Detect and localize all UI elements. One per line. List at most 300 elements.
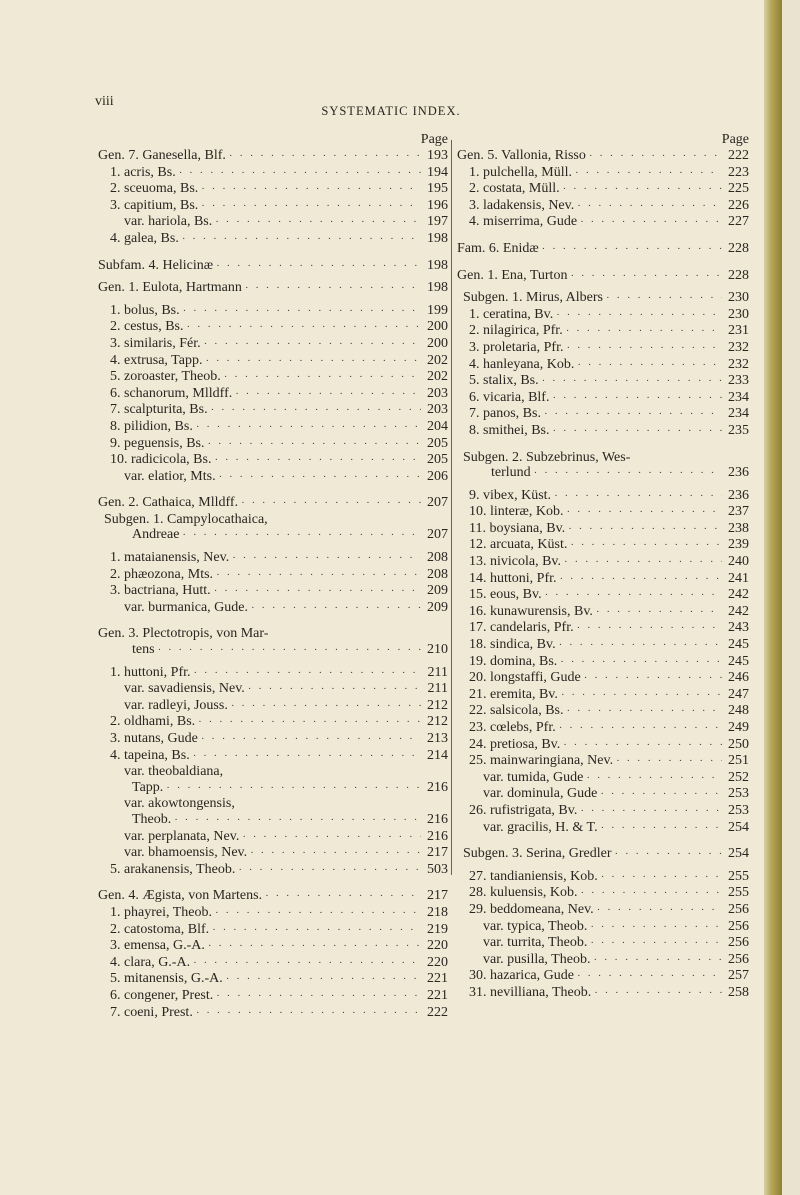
dot-leader [580, 804, 722, 820]
index-entry [457, 670, 749, 687]
dot-leader [215, 215, 421, 231]
entry-title: var. theobaldiana, [124, 764, 224, 780]
index-entry [98, 714, 448, 731]
entry-page-number: 217 [427, 888, 448, 904]
index-entry [457, 587, 749, 604]
entry-title: 10. radicicola, Bs. [110, 452, 212, 468]
index-entry [457, 604, 749, 621]
entry-title: Gen. 5. Vallonia, Risso [457, 148, 586, 163]
dot-leader [248, 682, 421, 698]
dot-leader [232, 551, 421, 567]
entry-page-number: 225 [728, 181, 749, 197]
dot-leader [179, 166, 421, 182]
dot-leader [183, 304, 421, 320]
index-entry [457, 703, 749, 720]
entry-title: Gen. 1. Ena, Turton [457, 267, 568, 283]
entry-page-number: 211 [427, 664, 448, 680]
index-entry [98, 258, 448, 275]
index-entry [457, 241, 749, 258]
entry-page-number: 207 [427, 495, 448, 511]
index-column-right [457, 132, 749, 1002]
dot-leader [559, 638, 722, 654]
entry-page-number: 222 [427, 1004, 448, 1020]
dot-leader [597, 903, 722, 919]
dot-leader [534, 466, 722, 482]
index-entry [98, 862, 448, 879]
dot-leader [615, 847, 722, 863]
index-entry [98, 148, 448, 165]
index-entry [457, 737, 749, 754]
index-entry [98, 550, 448, 567]
dot-leader [561, 688, 722, 704]
index-entry [457, 214, 749, 231]
entry-title: var. savadiensis, Nev. [124, 681, 245, 697]
entry-page-number: 200 [427, 319, 448, 335]
dot-leader [212, 923, 421, 939]
index-entry [457, 537, 749, 554]
index-entry [98, 796, 448, 812]
entry-page-number: 206 [427, 468, 448, 484]
dot-leader [187, 320, 422, 336]
dot-leader [226, 972, 421, 988]
entry-page-number: 255 [728, 885, 749, 901]
index-entry [457, 504, 749, 521]
running-header: SYSTEMATIC INDEX. [321, 104, 461, 118]
entry-title: var. gracilis, H. & T. [483, 819, 598, 835]
entry-page-number: 256 [728, 951, 749, 967]
entry-page-number: 232 [728, 356, 749, 372]
dot-leader [586, 771, 722, 787]
entry-page-number: 251 [728, 753, 749, 769]
entry-title: 4. galea, Bs. [110, 230, 179, 246]
entry-page-number: 252 [728, 769, 749, 785]
dot-leader [208, 437, 422, 453]
dot-leader [211, 403, 421, 419]
entry-title: var. radleyi, Jouss. [124, 697, 228, 713]
dot-leader [554, 489, 722, 505]
dot-leader [567, 704, 723, 720]
entry-title: 28. kuluensis, Kob. [469, 885, 578, 901]
index-entry [98, 165, 448, 182]
entry-title: Subfam. 4. Helicinæ [98, 257, 214, 273]
dot-leader [577, 621, 722, 637]
entry-page-number: 209 [427, 599, 448, 615]
index-entry [457, 820, 749, 837]
entry-title: 21. eremita, Bv. [469, 686, 558, 702]
entry-page-number: 228 [728, 267, 749, 283]
entry-title: 3. capitium, Bs. [110, 197, 199, 213]
entry-title: 27. tandianiensis, Kob. [469, 868, 598, 884]
dot-leader [589, 149, 722, 165]
entry-title: 17. candelaris, Pfr. [469, 620, 574, 636]
dot-leader [193, 956, 421, 972]
index-entry [98, 231, 448, 248]
dot-leader [216, 989, 421, 1005]
entry-page-number: 257 [728, 968, 749, 984]
entry-title: var. typica, Theob. [483, 918, 588, 934]
entry-page-number: 198 [427, 280, 448, 296]
index-column-left [98, 132, 448, 1021]
entry-title: 1. mataianensis, Nev. [110, 550, 230, 566]
entry-page-number: 258 [728, 984, 749, 1000]
index-entry [98, 922, 448, 939]
dot-leader [245, 281, 421, 297]
entry-page-number: 235 [728, 422, 749, 438]
entry-title: var. dominula, Gude [483, 786, 598, 802]
entry-page-number: 197 [427, 214, 448, 230]
entry-title: Subgen. 3. Serina, Gredler [463, 846, 612, 862]
index-entry [457, 846, 749, 863]
index-entry [98, 512, 448, 528]
entry-title: 5. arakanensis, Theob. [110, 861, 236, 877]
entry-page-number: 249 [728, 720, 749, 735]
index-entry [98, 665, 448, 682]
dot-leader [601, 821, 722, 837]
dot-leader [577, 199, 722, 215]
entry-title: var. burmanica, Gude. [124, 599, 249, 615]
entry-title: 24. pretiosa, Bv. [469, 736, 561, 752]
entry-title: var. bhamoensis, Nev. [124, 845, 248, 861]
entry-page-number: 230 [728, 306, 749, 322]
dot-leader [216, 568, 421, 584]
entry-page-number: 238 [728, 520, 749, 536]
index-entry [457, 181, 749, 198]
index-entry [457, 423, 749, 440]
page-number: viii [95, 94, 114, 109]
index-entry [457, 637, 749, 654]
index-entry [98, 938, 448, 955]
dot-leader [563, 738, 722, 754]
index-entry [98, 336, 448, 353]
entry-page-number: 222 [728, 148, 749, 163]
dot-leader [577, 358, 722, 374]
dot-leader [559, 721, 722, 737]
index-entry [457, 390, 749, 407]
entry-page-number: 236 [728, 487, 749, 503]
entry-title: 2. phæozona, Mts. [110, 566, 214, 582]
entry-title: var. hariola, Bs. [124, 214, 213, 230]
entry-title: Theob. [132, 811, 172, 827]
dot-leader [250, 846, 421, 862]
entry-page-number: 256 [728, 918, 749, 934]
entry-page-number: 216 [427, 828, 448, 844]
index-entry [457, 885, 749, 902]
dot-leader [215, 906, 421, 922]
dot-leader [214, 584, 421, 600]
entry-page-number: 205 [427, 452, 448, 468]
entry-title: 20. longstaffi, Gude [469, 670, 581, 686]
entry-title: Fam. 6. Enidæ [457, 240, 539, 256]
entry-title: tens [132, 642, 155, 658]
dot-leader [201, 732, 421, 748]
dot-leader [251, 601, 421, 617]
entry-title: 1. ceratina, Bv. [469, 306, 554, 322]
entry-title: Tapp. [132, 779, 164, 795]
index-entry [98, 583, 448, 600]
entry-page-number: 227 [728, 214, 749, 230]
dot-leader [563, 182, 722, 198]
page-column-heading: Page [721, 132, 749, 147]
dot-leader [201, 199, 421, 215]
dot-leader [580, 215, 722, 231]
index-entry [457, 465, 749, 482]
index-entry [457, 406, 749, 423]
entry-page-number: 200 [427, 335, 448, 351]
entry-page-number: 254 [728, 819, 749, 835]
entry-title: 31. nevilliana, Theob. [469, 984, 592, 1000]
dot-leader [166, 781, 421, 797]
index-entry [98, 748, 448, 765]
entry-title: 1. huttoni, Pfr. [110, 664, 191, 680]
index-entry [98, 905, 448, 922]
entry-page-number: 198 [427, 257, 448, 273]
entry-page-number: 207 [427, 527, 448, 543]
page-edge [764, 0, 782, 1195]
dot-leader [542, 242, 722, 258]
entry-page-number: 250 [728, 736, 749, 752]
entry-title: 7. scalpturita, Bs. [110, 402, 208, 418]
entry-title: Gen. 1. Eulota, Hartmann [98, 280, 242, 296]
entry-page-number: 234 [728, 389, 749, 405]
entry-page-number: 240 [728, 554, 749, 570]
dot-leader [205, 354, 421, 370]
index-entry [98, 681, 448, 698]
dot-leader [566, 341, 722, 357]
entry-title: 10. linteræ, Kob. [469, 504, 564, 520]
entry-page-number: 237 [728, 504, 749, 520]
dot-leader [552, 391, 722, 407]
dot-leader [606, 291, 722, 307]
dot-leader [208, 939, 421, 955]
entry-page-number: 230 [728, 290, 749, 306]
entry-title: var. pusilla, Theob. [483, 951, 591, 967]
dot-leader [601, 870, 722, 886]
index-entry [457, 720, 749, 737]
dot-leader [570, 538, 722, 554]
entry-title: 1. phayrei, Theob. [110, 904, 212, 920]
entry-page-number: 234 [728, 406, 749, 422]
entry-title: 7. panos, Bs. [469, 406, 541, 422]
entry-title: 23. cœlebs, Pfr. [469, 720, 556, 735]
dot-leader [590, 920, 722, 936]
entry-page-number: 208 [427, 550, 448, 566]
index-entry [98, 452, 448, 469]
entry-title: terlund [491, 465, 531, 481]
index-entry [457, 869, 749, 886]
dot-leader [193, 749, 421, 765]
index-entry [98, 353, 448, 370]
index-entry [457, 935, 749, 952]
entry-page-number: 233 [728, 373, 749, 389]
entry-page-number: 231 [728, 323, 749, 339]
entry-title: 3. proletaria, Pfr. [469, 339, 564, 355]
column-divider [451, 140, 452, 875]
entry-title: 2. catostoma, Blf. [110, 921, 210, 937]
index-entry [457, 198, 749, 215]
entry-title: 11. boysiana, Bv. [469, 520, 566, 536]
entry-title: Gen. 4. Ægista, von Martens. [98, 888, 263, 904]
entry-title: 3. bactriana, Hutt. [110, 583, 211, 599]
index-entry [457, 770, 749, 787]
dot-leader [229, 149, 421, 165]
entry-title: 29. beddomeana, Nev. [469, 901, 594, 917]
entry-title: 7. coeni, Prest. [110, 1004, 193, 1020]
entry-page-number: 198 [427, 230, 448, 246]
index-entry [98, 971, 448, 988]
dot-leader [542, 374, 722, 390]
entry-page-number: 212 [427, 714, 448, 730]
index-entry [98, 845, 448, 862]
index-entry [98, 469, 448, 486]
entry-page-number: 256 [728, 901, 749, 917]
entry-title: Subgen. 2. Subzebrinus, Wes- [463, 449, 631, 465]
entry-page-number: 253 [728, 786, 749, 802]
entry-page-number: 216 [427, 779, 448, 795]
entry-title: 22. salsicola, Bs. [469, 703, 564, 719]
entry-title: 15. eous, Bv. [469, 587, 542, 603]
entry-page-number: 241 [728, 570, 749, 586]
index-entry [98, 626, 448, 642]
entry-title: 2. cestus, Bs. [110, 319, 184, 335]
entry-title: 14. huttoni, Pfr. [469, 570, 557, 586]
dot-leader [194, 666, 421, 682]
entry-page-number: 232 [728, 339, 749, 355]
dot-leader [593, 953, 722, 969]
dot-leader [567, 505, 723, 521]
entry-title: 1. pulchella, Müll. [469, 164, 573, 180]
dot-leader [584, 671, 722, 687]
entry-title: 6. vicaria, Blf. [469, 389, 550, 405]
index-entry [457, 620, 749, 637]
index-entry [98, 812, 448, 829]
entry-page-number: 213 [427, 731, 448, 746]
entry-title: 1. acris, Bs. [110, 164, 176, 180]
entry-title: Gen. 3. Plectotropis, von Mar- [98, 626, 269, 642]
dot-leader [566, 324, 722, 340]
index-entry [98, 829, 448, 846]
dot-leader [560, 572, 722, 588]
entry-page-number: 203 [427, 385, 448, 401]
index-entry [457, 985, 749, 1002]
index-entry [457, 753, 749, 770]
index-entry [98, 600, 448, 617]
dot-leader [544, 407, 722, 423]
entry-page-number: 223 [728, 164, 749, 180]
entry-page-number: 203 [427, 402, 448, 418]
entry-page-number: 219 [427, 921, 448, 937]
entry-page-number: 196 [427, 197, 448, 213]
entry-page-number: 242 [728, 603, 749, 619]
entry-title: 19. domina, Bs. [469, 653, 558, 669]
entry-page-number: 195 [427, 181, 448, 197]
entry-page-number: 503 [427, 861, 448, 877]
entry-title: 13. nivicola, Bv. [469, 554, 562, 570]
dot-leader [201, 182, 421, 198]
dot-leader [174, 813, 421, 829]
index-entry [457, 323, 749, 340]
entry-title: 3. emensa, G.-A. [110, 938, 205, 954]
entry-title: 4. hanleyana, Kob. [469, 356, 575, 372]
entry-title: Andreae [132, 527, 180, 543]
dot-leader [600, 787, 722, 803]
index-entry [98, 386, 448, 403]
entry-page-number: 212 [427, 697, 448, 713]
dot-leader [219, 470, 421, 486]
entry-title: var. akowtongensis, [124, 796, 235, 812]
entry-page-number: 255 [728, 868, 749, 884]
index-entry [457, 165, 749, 182]
entry-page-number: 221 [427, 987, 448, 1003]
entry-title: 2. oldhami, Bs. [110, 714, 196, 730]
entry-title: 5. mitanensis, G.-A. [110, 971, 223, 987]
dot-leader [224, 370, 421, 386]
entry-page-number: 204 [427, 418, 448, 434]
entry-page-number: 221 [427, 971, 448, 987]
index-entry [457, 307, 749, 324]
entry-page-number: 199 [427, 302, 448, 318]
dot-leader [596, 605, 722, 621]
dot-leader [196, 420, 421, 436]
dot-leader [216, 259, 421, 275]
dot-leader [568, 522, 722, 538]
index-entry [98, 888, 448, 905]
entry-title: 4. extrusa, Tapp. [110, 352, 203, 368]
entry-title: 1. bolus, Bs. [110, 302, 180, 318]
index-entry [457, 357, 749, 374]
entry-page-number: 216 [427, 811, 448, 827]
entry-page-number: 245 [728, 637, 749, 653]
dot-leader [265, 889, 421, 905]
index-entry [98, 319, 448, 336]
entry-page-number: 205 [427, 435, 448, 451]
index-entry [457, 148, 749, 165]
dot-leader [196, 1006, 421, 1022]
dot-leader [553, 424, 722, 440]
entry-page-number: 202 [427, 352, 448, 368]
entry-title: var. tumida, Gude [483, 769, 584, 785]
index-entry [98, 731, 448, 748]
entry-title: 6. congener, Prest. [110, 987, 214, 1003]
entry-title: 2. costata, Müll. [469, 181, 560, 197]
entry-page-number: 214 [427, 747, 448, 763]
index-entry [98, 764, 448, 780]
entry-page-number: 217 [427, 845, 448, 861]
dot-leader [570, 269, 722, 285]
dot-leader [231, 699, 421, 715]
entry-title: 26. rufistrigata, Bv. [469, 802, 578, 818]
entry-title: 8. pilidion, Bs. [110, 418, 193, 434]
entry-page-number: 236 [728, 465, 749, 481]
index-entry [98, 280, 448, 297]
entry-title: 3. similaris, Fér. [110, 335, 201, 351]
dot-leader [594, 986, 722, 1002]
entry-page-number: 253 [728, 802, 749, 818]
dot-leader [616, 754, 722, 770]
entry-page-number: 220 [427, 938, 448, 954]
entry-page-number: 228 [728, 240, 749, 256]
entry-title: 9. peguensis, Bs. [110, 435, 205, 451]
dot-leader [564, 555, 722, 571]
dot-leader [214, 453, 421, 469]
index-entry [457, 488, 749, 505]
index-entry [457, 654, 749, 671]
entry-title: Subgen. 1. Mirus, Albers [463, 290, 603, 306]
index-entry [98, 303, 448, 320]
entry-title: 4. miserrima, Gude [469, 214, 578, 230]
index-entry [98, 419, 448, 436]
index-entry [457, 554, 749, 571]
index-entry [98, 698, 448, 715]
